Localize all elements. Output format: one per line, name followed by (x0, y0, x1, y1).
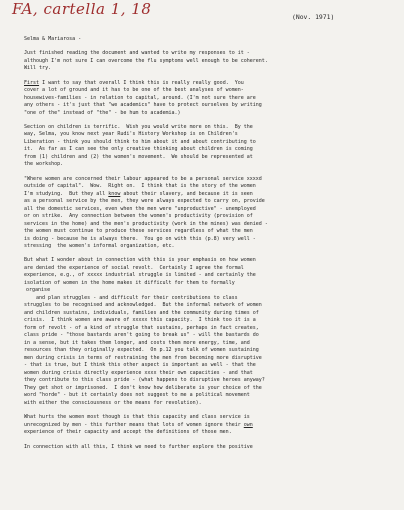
text-line: all the domestic services, even when the men were "unproductive" - unemployed (24, 205, 256, 212)
text-segment: I want to say that overall I think this is really really good. You (39, 79, 244, 86)
letter-paragraph (24, 80, 398, 118)
text-line: What hurts the women most though is that this capacity and class service is (24, 414, 250, 421)
letter-paragraph (24, 176, 398, 251)
text-line: organise (26, 287, 51, 294)
text-line: the women must continue to produce these services regardless of what the men (24, 228, 253, 235)
text-line: way, Selma, you know next year Rudi's History Workshop is on Children's (24, 131, 238, 138)
text-segment: unrecognized by men - this further means that lots of women ignore their (24, 421, 244, 428)
text-line (24, 80, 398, 88)
text-line: is doing - because he is always there. You go on with this (p.8) very well - (24, 235, 256, 242)
text-line (24, 191, 398, 199)
underlined-word: know (108, 190, 121, 197)
letter-paragraph (24, 444, 398, 452)
text-line: and children sustains, individuals, families and the community during times of (24, 309, 259, 316)
text-line: although I'm not sure I can overcome the flu symptoms well enough to be coherent. (24, 57, 268, 64)
letter-paragraph (24, 414, 398, 437)
text-line: Liberation - think you should think to him about it and about contributing to (24, 138, 256, 145)
text-line: housewives-families - in relation to capital, around. (I'm not sure there are (24, 94, 256, 101)
text-line: cover a lot of ground and it has to be one of the best analyses of women- (24, 87, 244, 94)
text-line: In connection with all this, I think we need to further explore the positive (24, 443, 253, 450)
text-line: experience, e.g., of xxxxx industrial struggle is limited - and certainly the (24, 272, 256, 279)
text-segment: I'm studying. But they all (24, 190, 109, 197)
text-line: isolation of women in the home makes it difficult for them to formally (24, 279, 235, 286)
text-line: But what I wonder about in connection with this is your emphasis on how women (24, 257, 256, 264)
text-line: from (1) children and (2) the women's movement. We should be represented at (24, 153, 253, 160)
text-line: class pride - "those bastards aren't going to break us" - will the bastards do (24, 332, 259, 339)
text-line: "one of the" instead of "the" - be hum to academia.) (24, 109, 181, 116)
letter-paragraph (24, 257, 398, 407)
text-line: any others - it's just that "we academics" have to protect ourselves by writing (24, 102, 262, 109)
text-line: with either the consciousness or the means for revolution). (24, 399, 202, 406)
text-line: resources than they originally expected. On p.12 you talk of women sustaining (24, 347, 259, 354)
text-line: services in the home) and the men's productivity (work in the mines) was denied - (24, 220, 268, 227)
letter-date: (Nov. 1971) (292, 13, 335, 21)
letter-body (24, 36, 398, 458)
letter-paragraph (24, 124, 398, 169)
text-line: struggles to be recognised and acknowledged. But the informal network of women (24, 302, 262, 309)
text-line: Section on children is terrific. Wish you would write more on this. By the (24, 123, 253, 130)
text-line: stressing the women's informal organization, etc. (24, 243, 175, 250)
text-line: form of revolt - of a kind of struggle that sustains, perhaps in fact creates, (24, 324, 259, 331)
text-line: men during crisis in terms of restraining the men from becoming more disruptive (24, 354, 262, 361)
text-line: the workshop. (24, 161, 64, 168)
handwritten-archive-note: FA, cartella 1, 18 (12, 0, 152, 18)
text-line: crisis. I think women are aware of xxxxx this capacity. I think too it is a (24, 317, 256, 324)
text-line: - that is true, but I think this other aspect is important as well - that the (24, 362, 256, 369)
text-line: are denied the experience of social revolt. Certainly I agree the formal (24, 264, 244, 271)
text-line: "Where women are concerned their labour appeared to be a personal service xxxxd (24, 175, 262, 182)
salutation-line: Selma & Mariarosa - (24, 36, 82, 42)
text-segment: about their slavery, and because it is seen (120, 190, 253, 197)
text-line: they contribute to this class pride - (what happens to disruptive heroes anyway? (24, 377, 265, 384)
text-line: and plan struggles - and difficult for their contributions to class (36, 294, 238, 301)
underlined-word: own (243, 421, 253, 428)
letter-paragraph (24, 50, 398, 73)
text-line: as a personal service by the men, they were always expected to carry on, provide (24, 198, 265, 205)
text-line: Will try. (24, 65, 52, 72)
salutation (24, 36, 398, 44)
text-line: women during crisis directly experience xxxx their own capacities - and that (24, 369, 253, 376)
text-line (24, 422, 398, 430)
text-line: experience of their capacity and accept the definitions of those men. (24, 429, 232, 436)
text-line: in a sense, but it takes them longer, and costs them more energy, time, and (24, 339, 250, 346)
text-line: word "horde" - but it certainly does not suggest to me a political movement (24, 392, 250, 399)
text-line: They get shot or imprisoned. I don't know how deliberate is your choice of the (24, 384, 262, 391)
underlined-word: First (24, 79, 40, 86)
text-line: Just finished reading the document and wanted to write my responses to it - (24, 50, 250, 57)
text-line: it. As far as I can see the only creative thinking about children is coming (24, 146, 253, 153)
text-line: or on strike. Any connection between the women's productivity (provision of (24, 213, 253, 220)
paragraphs (24, 50, 398, 451)
text-line: outside of capital". Wow. Right on. I think that is the story of the women (24, 183, 256, 190)
